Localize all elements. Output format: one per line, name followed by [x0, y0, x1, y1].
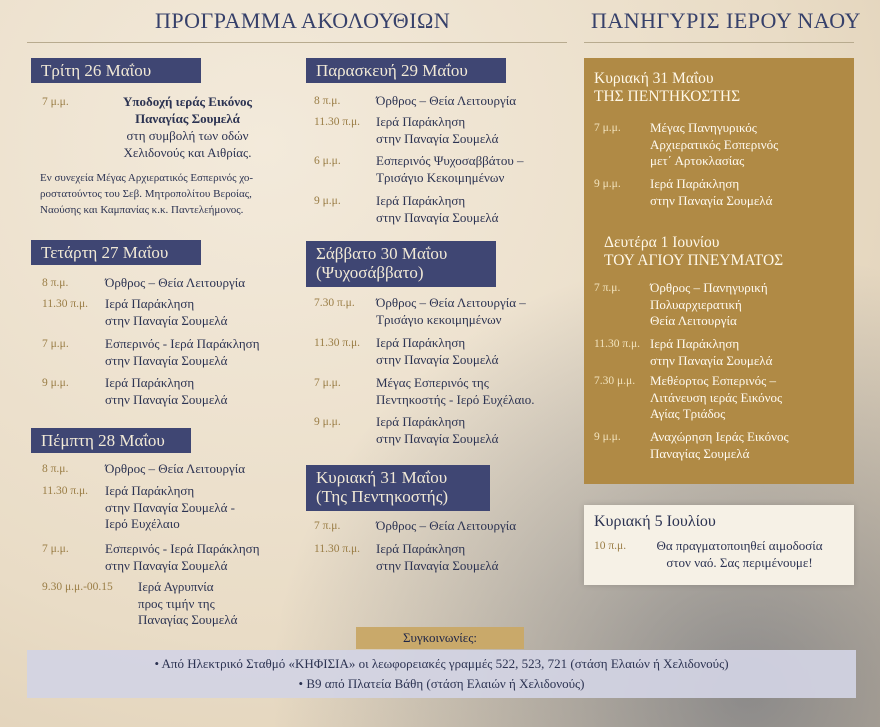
transport-line-1: • Από Ηλεκτρικό Σταθμό «ΚΗΦΙΣΙΑ» οι λεωφορειακές γραμμές 522, 523, 721 (στάση Ελαιών ή Χελιδονούς): [154, 656, 729, 671]
event-text: Ιερά Παράκληση στην Παναγία Σουμελά - Ιερό Ευχέλαιο: [105, 483, 235, 531]
event-location: στη συμβολή των οδών Χελιδονούς και Αιθρίας.: [123, 128, 252, 160]
time-label: 9 μ.μ.: [594, 178, 621, 190]
time-label: 11.30 π.μ.: [42, 298, 89, 310]
feast-panel: [584, 58, 854, 484]
event-text: Ιερά Παράκληση στην Παναγία Σουμελά: [105, 296, 228, 328]
time-label: 7.30 μ.μ.: [594, 375, 636, 387]
time-label: 7 π.μ.: [594, 282, 621, 294]
day-title-wednesday: Τετάρτη 27 Μαΐου: [31, 240, 201, 265]
event-text: Όρθρος – Θεία Λειτουργία: [376, 93, 517, 108]
event-text: Όρθρος – Θεία Λειτουργία – Τρισάγιο κεκοιμημένων: [376, 295, 526, 327]
time-label: 11.30 π.μ.: [594, 338, 641, 350]
event-text: Ιερά Παράκληση στην Παναγία Σουμελά: [376, 193, 499, 225]
event-text: Όρθρος – Θεία Λειτουργία: [105, 275, 246, 290]
event-text: Εσπερινός - Ιερά Παράκληση στην Παναγία Σουμελά: [105, 541, 260, 573]
event-text: Ιερά Παράκληση στην Παναγία Σουμελά: [105, 375, 228, 407]
event-text: Ιερά Παράκληση στην Παναγία Σουμελά: [650, 336, 773, 368]
time-label: 7 μ.μ.: [42, 96, 69, 108]
feast-header-rule: [584, 42, 854, 43]
day-title-friday: Παρασκευή 29 Μαΐου: [306, 58, 506, 83]
transport-line-2: • Β9 από Πλατεία Βάθη (στάση Ελαιών ή Χελιδονούς): [298, 676, 585, 691]
time-label: 8 π.μ.: [314, 95, 341, 107]
time-label: 9 μ.μ.: [42, 377, 69, 389]
time-label: 8 π.μ.: [42, 277, 69, 289]
day-title-sunday: Κυριακή 31 Μαΐου (Της Πεντηκοστής): [306, 465, 490, 511]
blood-donation-panel: [584, 505, 854, 585]
time-label: 7.30 π.μ.: [314, 297, 355, 309]
time-label: 9 μ.μ.: [314, 195, 341, 207]
event-text: Μέγας Πανηγυρικός Αρχιερατικός Εσπερινός μετ΄ Αρτοκλασίας: [650, 120, 779, 168]
time-label: 7 π.μ.: [314, 520, 341, 532]
event-text: Ιερά Παράκληση στην Παναγία Σουμελά: [376, 114, 499, 146]
time-label: 11.30 π.μ.: [314, 337, 361, 349]
event-text: Ιερά Αγρυπνία προς τιμήν της Παναγίας Σουμελά: [138, 579, 238, 627]
program-header-rule: [27, 42, 567, 43]
time-label: 6 μ.μ.: [314, 155, 341, 167]
time-label: 9 μ.μ.: [594, 431, 621, 443]
time-label: 7 μ.μ.: [314, 377, 341, 389]
time-label: 11.30 π.μ.: [314, 116, 361, 128]
july-text: Θα πραγματοποιηθεί αιμοδοσία στον ναό. Σας περιμένουμε!: [656, 538, 823, 570]
day-title-saturday: Σάββατο 30 Μαΐου (Ψυχοσάββατο): [306, 241, 496, 287]
event-text: Ιερά Παράκληση στην Παναγία Σουμελά: [650, 176, 773, 208]
july-title: Κυριακή 5 Ιουλίου: [594, 513, 716, 530]
transport-info: [27, 650, 856, 698]
feast-header: ΠΑΝΗΓΥΡΙΣ ΙΕΡΟΥ ΝΑΟΥ: [591, 8, 861, 33]
feast-monday-title: Δευτέρα 1 Ιουνίου ΤΟΥ ΑΓΙΟΥ ΠΝΕΥΜΑΤΟΣ: [604, 234, 784, 269]
event-welcome-icon: Υποδοχή ιεράς Εικόνος Παναγίας Σουμελά: [122, 94, 253, 126]
event-text: Εσπερινός - Ιερά Παράκληση στην Παναγία Σουμελά: [105, 336, 260, 368]
tuesday-note: Εν συνεχεία Μέγας Αρχιερατικός Εσπερινός χο- ροστατούντος του Σεβ. Μητροπολίτου Βεροίας, Ναούσης και Καμπανίας κ.κ. Παντελεήμονος.: [40, 172, 253, 216]
time-label: 7 μ.μ.: [42, 338, 69, 350]
event-text: Ιερά Παράκληση στην Παναγία Σουμελά: [376, 414, 499, 446]
event-text: Αναχώρηση Ιεράς Εικόνος Παναγίας Σουμελά: [650, 429, 789, 461]
time-label: 9.30 μ.μ.-00.15: [42, 581, 113, 593]
time-label: 8 π.μ.: [42, 463, 69, 475]
event-text: Όρθρος – Θεία Λειτουργία: [105, 461, 246, 476]
program-header: ΠΡΟΓΡΑΜΜΑ ΑΚΟΛΟΥΘΙΩΝ: [155, 8, 451, 33]
transport-label: Συγκοινωνίες:: [356, 627, 524, 649]
event-text: Όρθρος – Θεία Λειτουργία: [376, 518, 517, 533]
time-label: 7 μ.μ.: [594, 122, 621, 134]
event-text: Εσπερινός Ψυχοσαββάτου – Τρισάγιο Κεκοιμημένων: [376, 153, 524, 185]
time-label: 11.30 π.μ.: [314, 543, 361, 555]
day-title-thursday: Πέμπτη 28 Μαΐου: [31, 428, 191, 453]
event-text: Όρθρος – Πανηγυρική Πολυαρχιερατική Θεία Λειτουργία: [650, 280, 768, 328]
feast-sunday-title: Κυριακή 31 Μαΐου ΤΗΣ ΠΕΝΤΗΚΟΣΤΗΣ: [594, 70, 741, 105]
day-title-tuesday: Τρίτη 26 Μαΐου: [31, 58, 201, 83]
time-label: 9 μ.μ.: [314, 416, 341, 428]
time-label: 7 μ.μ.: [42, 543, 69, 555]
event-text: Ιερά Παράκληση στην Παναγία Σουμελά: [376, 335, 499, 367]
time-label: 10 π.μ.: [594, 540, 627, 552]
time-label: 11.30 π.μ.: [42, 485, 89, 497]
event-text: Μέγας Εσπερινός της Πεντηκοστής - Ιερό Ευχέλαιο.: [376, 375, 535, 407]
event-text: Ιερά Παράκληση στην Παναγία Σουμελά: [376, 541, 499, 573]
event-text: Μεθέορτος Εσπερινός – Λιτάνευση ιεράς Εικόνος Αγίας Τριάδος: [650, 373, 783, 421]
